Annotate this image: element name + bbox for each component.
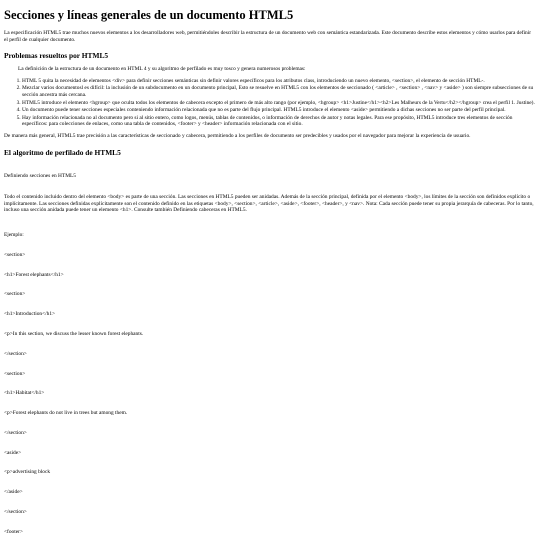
code-line: <aside>: [4, 449, 22, 456]
section-lead-paragraph: La definición de la estructura de un documento en HTML 4 y su algoritmo de perfilado es muy tosco y genera numerosos problemas:: [18, 66, 306, 73]
example-label: Ejemplo:: [4, 232, 24, 239]
page-title: Secciones y líneas generales de un documento HTML5: [4, 8, 294, 22]
list-item: 1. HTML 5 quita la necesidad de elementos <div> para definir secciones semánticas sin definir valores específicos para los atributos class, introduciendo un nuevo elemento, <section>, el elemento de sección HTML-.: [22, 78, 536, 85]
code-line: <footer>: [4, 528, 23, 535]
code-example: [4, 219, 536, 549]
list-item: 2. Mezclar varios documentosl es difícil: la inclusión de un subdocumento en un documento principal, Esto se resuelve en HTML5 con los elementos de seccionado ( <article> , <section> , <nav> y <aside> ) son siempre subsecciones de su sección ancestra más cercana.: [22, 85, 536, 98]
list-item: 3. HTML5 introduce el elemento <hgroup> que oculta todos los elementos de cabecera excepto el primero de más alto rango (por ejemplo, <hgroup> <h1>Justine</h1><h2>Les Malheurs de la Vertu</h2></hgroup> crea el perfil 1. Justine).: [22, 100, 536, 107]
list-item: 5. Hay información relacionada no al documento pero si al sitio entero, como logos, menús, tablas de contenidos, o información de derechos de autor y notas legales. Para ese propósito, HTML5 introduce tres elementos de sección específicos: para colecciones de enlaces, como una tabla de contenidos, <footer> y <header> información relacionada con el sitio.: [22, 115, 536, 128]
code-line: <section>: [4, 370, 26, 377]
section-heading-algorithm: El algoritmo de perfilado de HTML5: [4, 147, 121, 157]
code-line: </aside>: [4, 489, 23, 496]
code-line: <p>Forest elephants do not live in trees but among them.: [4, 410, 128, 417]
problems-list: [4, 78, 536, 128]
code-line: <h1>Introduction</h1>: [4, 311, 56, 318]
code-line: <section>: [4, 291, 26, 298]
code-line: <p>advertising block: [4, 469, 51, 476]
code-line: <h1>Habitat</h1>: [4, 390, 45, 397]
code-line: </section>: [4, 509, 27, 516]
algorithm-paragraph: Todo el contenido incluido dentro del elemento <body> es parte de una sección. Las secciones en HTML5 pueden ser anidadas. Además de la sección principal, definida por el elemento <body>, los límites de la sección son definidos explícito o implícitamente. Las secciones definidas explícitamente son el contenido definido en las etiquetas <body>, <section>, <article>, <aside>, <footer>, <header>, y <nav>. Nota: Cada sección puede tener su propia jerarquía de cabeceras. Por lo tanto, incluso una sección anidada puede tener un elemento <h1>. Consulte también Definiendo cabeceras en HTML5.: [4, 194, 534, 214]
intro-paragraph: La especificación HTML5 trae muchos nuevos elementos a los desarrolladores web, permitiéndoles describir la estructura de un documento web con semántica estandarizada. Este documento describe estos elementos y cómo usarlos para definir el perfil de cualquier documento.: [4, 30, 532, 43]
list-item: 4. Un documento puede tener secciones especiales conteniendo información relacionada que no es parte del flujo principal. HTML5 introduce el elemento <aside> permitiendo a dichas secciones no ser parte del perfil principal.: [22, 107, 536, 114]
code-line: </section>: [4, 350, 27, 357]
code-line: <h1>Forest elephants</h1>: [4, 271, 64, 278]
code-line: </section>: [4, 429, 27, 436]
summary-paragraph: De manera más general, HTML5 trae precisión a las características de seccionado y cabecera, permitiendo a los perfiles de documento ser predecibles y usados por el navegador para mejorar la experiencia de usuario.: [4, 132, 471, 139]
section-heading-problems: Problemas resueltos por HTML5: [4, 51, 109, 61]
code-line: <section>: [4, 251, 26, 258]
code-line: <p>In this section, we discuss the lesser known forest elephants.: [4, 331, 144, 337]
sub-heading: Definiendo secciones en HTML5: [4, 172, 77, 179]
